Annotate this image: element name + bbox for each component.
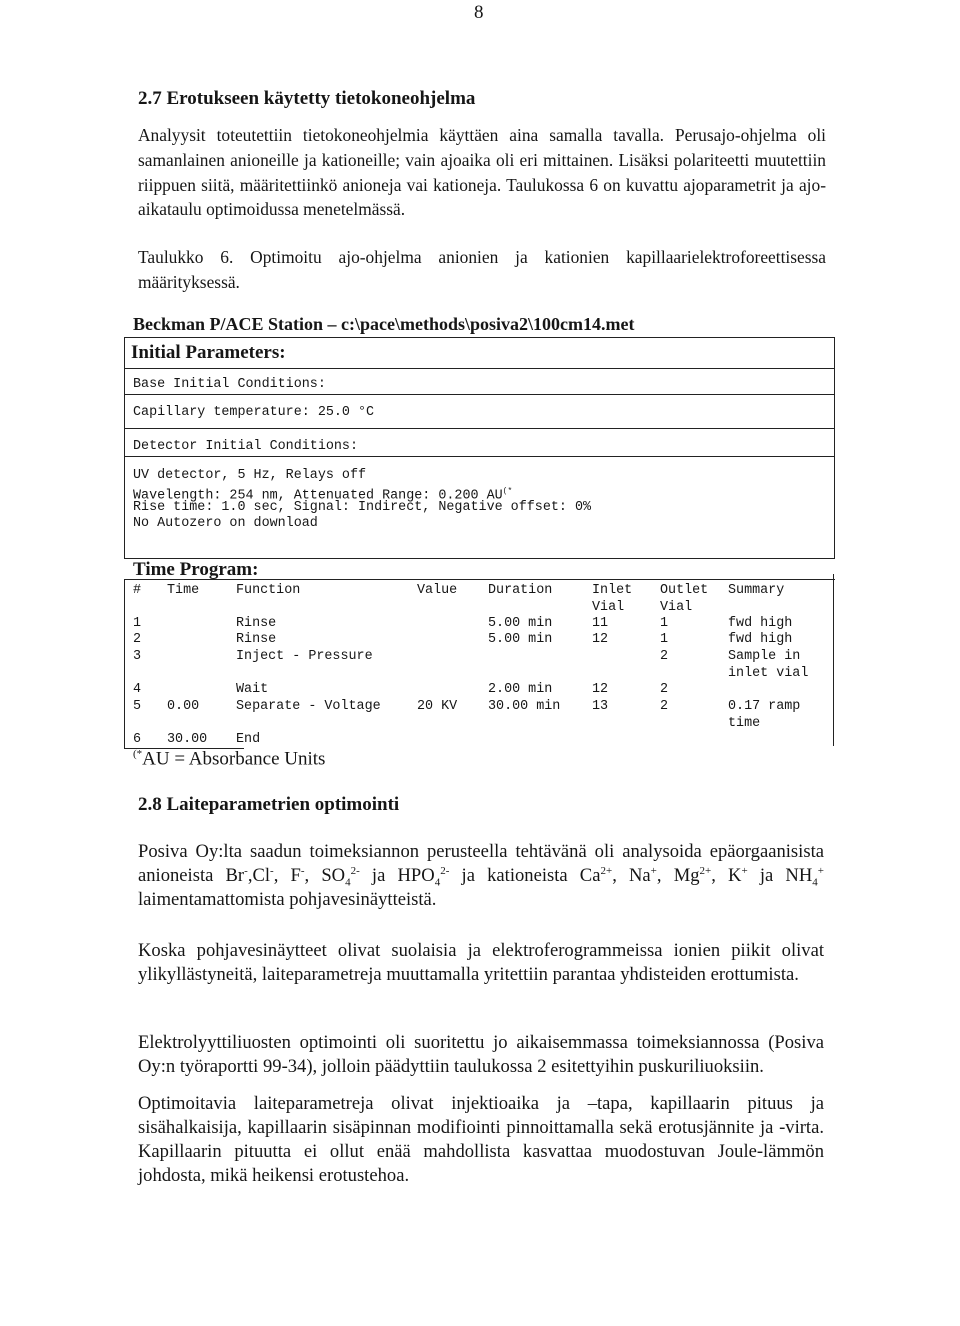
divider <box>124 579 835 580</box>
table-cell: 5 <box>133 699 142 714</box>
detector-conditions-label: Detector Initial Conditions: <box>133 439 358 454</box>
column-header: Function <box>236 583 301 598</box>
page-number: 8 <box>474 2 484 23</box>
column-header: Outlet Vial <box>660 583 709 615</box>
column-header: Duration <box>488 583 553 598</box>
column-header: Summary <box>728 583 785 598</box>
column-header: Value <box>417 583 458 598</box>
column-header: Inlet Vial <box>592 583 633 615</box>
table-cell: 2 <box>133 632 142 647</box>
divider <box>833 574 834 746</box>
table-cell: Inject - Pressure <box>236 649 373 664</box>
table-cell: Rinse <box>236 616 277 631</box>
divider <box>124 394 835 395</box>
method-file-title: Beckman P/ACE Station – c:\pace\methods\posiva2\100cm14.met <box>133 314 635 334</box>
table-cell: 20 KV <box>417 699 458 714</box>
table-cell: 2 <box>660 649 669 664</box>
table-cell: 12 <box>592 682 609 697</box>
table-cell: Wait <box>236 682 269 697</box>
table-cell: 3 <box>133 649 142 664</box>
section-2-8-paragraph-1: Posiva Oy:lta saadun toimeksiannon perusteella tehtävänä oli analysoida epäorgaanisista anioneista Br-,Cl-, F-, $SO_4^{2-}$ ja $HPO_4^{2-}$ ja kationeista $Ca^{2+}$, Na+, $Mg^{2+}$, K+ ja $NH_4^+$ laimentamattomista pohjavesinäytteistä. <box>138 841 825 910</box>
section-2-8-paragraph-2: Koska pohjavesinäytteet olivat suolaisia ja elektroferogrammeissa ionien piikit olivat ylikyllästyneitä, laiteparametreja muuttamalla yritettiin parantaa yhdisteiden erottumista. <box>138 940 824 985</box>
table-caption: Taulukko 6. Optimoitu ajo-ohjelma anionien ja kationien kapillaarielektroforeettisessa määrityksessä. <box>138 247 826 292</box>
table-cell: 1 <box>660 616 669 631</box>
table-cell: 12 <box>592 632 609 647</box>
table-cell: 2.00 min <box>488 682 553 697</box>
detector-line-1: UV detector, 5 Hz, Relays off <box>133 468 367 483</box>
table-cell: Separate - Voltage <box>236 699 381 714</box>
table-cell: Rinse <box>236 632 277 647</box>
table-cell: 13 <box>592 699 609 714</box>
time-program-title: Time Program: <box>133 559 259 580</box>
detector-line-4: No Autozero on download <box>133 516 318 531</box>
divider <box>124 456 835 457</box>
initial-parameters-title: Initial Parameters: <box>131 342 286 363</box>
table-cell: 30.00 min <box>488 699 561 714</box>
detector-line-2: Wavelength: 254 nm, Attenuated Range: 0.200 AU(* <box>133 487 513 504</box>
table-cell: 2 <box>660 699 669 714</box>
table-cell: Sample in inlet vial <box>728 649 809 681</box>
detector-line-3: Rise time: 1.0 sec, Signal: Indirect, Negative offset: 0% <box>133 500 592 515</box>
table-cell: 2 <box>660 682 669 697</box>
table-cell: 1 <box>133 616 142 631</box>
divider <box>124 579 125 748</box>
base-conditions-label: Base Initial Conditions: <box>133 377 326 392</box>
table-cell: 11 <box>592 616 609 631</box>
column-header: Time <box>167 583 200 598</box>
section-heading-2-7: 2.7 Erotukseen käytetty tietokoneohjelma <box>138 88 476 109</box>
table-cell: fwd high <box>728 616 793 631</box>
table-cell: fwd high <box>728 632 793 647</box>
column-header: # <box>133 583 142 598</box>
section-2-7-paragraph: Analyysit toteutettiin tietokoneohjelmia käyttäen aina samalla tavalla. Perusajo-ohjelma oli samanlainen anioneille ja kationeille; vain ajoaika oli eri mittainen. Lisäksi polariteetti muutettiin riippuen siitä, määritettiinkö anioneja vai kationeja. Taulukossa 6 on kuvattu ajoparametrit ja ajo-aikataulu optimoidussa menetelmässä. <box>138 125 826 220</box>
divider <box>124 428 835 429</box>
table-cell: 1 <box>660 632 669 647</box>
footnote: (*AU = Absorbance Units <box>133 748 326 770</box>
table-cell: 5.00 min <box>488 616 553 631</box>
table-cell: 6 <box>133 732 142 747</box>
divider <box>124 368 835 369</box>
table-cell: 0.17 ramp time <box>728 699 801 731</box>
table-cell: 0.00 <box>167 699 200 714</box>
section-2-8-paragraph-3: Elektrolyyttiliuosten optimointi oli suoritettu jo aikaisemmassa toimeksiannossa (Posiva Oy:n työraportti 99-34), jolloin päädyttiin taulukossa 2 esitettyihin puskuriliuoksiin. <box>138 1032 824 1077</box>
table-cell: 5.00 min <box>488 632 553 647</box>
table-cell: 30.00 <box>167 732 208 747</box>
table-cell: End <box>236 732 261 747</box>
capillary-temperature: Capillary temperature: 25.0 °C <box>133 405 375 420</box>
table-cell: 4 <box>133 682 142 697</box>
section-heading-2-8: 2.8 Laiteparametrien optimointi <box>138 794 400 815</box>
section-2-8-paragraph-4: Optimoitavia laiteparametreja olivat injektioaika ja –tapa, kapillaarin pituus ja sisähalkaisija, kapillaarin sisäpinnan modifiointi pinnoittamalla sekä erotusjännite ja -virta. Kapillaarin pituutta ei ollut enää mahdollista kasvattaa muodostuvan Joule-lämmön johdosta, mikä heikensi erotustehoa. <box>138 1093 824 1186</box>
